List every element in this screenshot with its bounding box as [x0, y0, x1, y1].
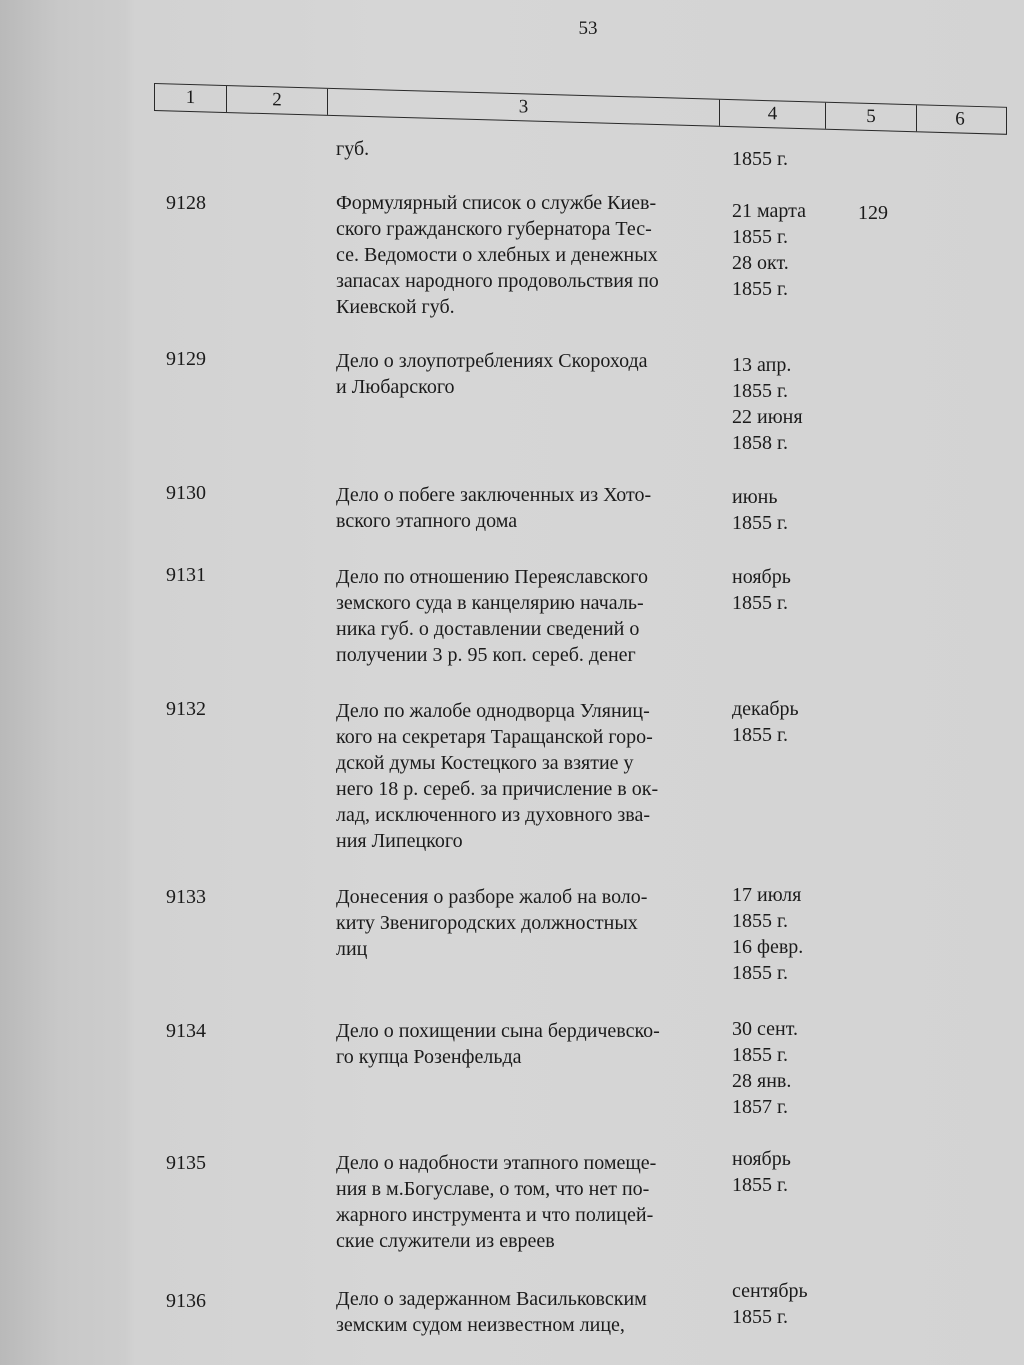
entry-dates: декабрь 1855 г.	[732, 698, 799, 746]
header-col-1: 1	[155, 84, 227, 112]
page-number: 53	[578, 18, 598, 39]
entry-number: 9135	[166, 1152, 206, 1174]
entry-description: Дело по отношению Переяславского земского суда в канцелярию началь- ника губ. о доставлении сведений о получении 3 р. 95 коп. сереб. денег	[336, 566, 648, 666]
entry-description: Формулярный список о службе Киев- ского гражданского губернатора Тес- се. Ведомости о хлебных и денежных запасах народного продовольствия по Киевской губ.	[336, 192, 659, 318]
entry-description: Дело о задержанном Васильковским земским судом неизвестном лице,	[336, 1288, 647, 1336]
header-col-6: 6	[955, 108, 965, 130]
entry-number: 9128	[166, 192, 206, 214]
entry-description: Дело о надобности этапного помеще- ния в м.Богуславе, о том, что нет по- жарного инструмента и что полицей- ские служители из евреев	[336, 1152, 657, 1252]
entry-description: Дело о похищении сына бердичевско- го купца Розенфельда	[336, 1020, 660, 1068]
entry-number: 9131	[166, 564, 206, 586]
entry-description: Донесения о разборе жалоб на воло- киту Звенигородских должностных лиц	[336, 886, 648, 960]
header-col-4: 4	[720, 100, 826, 129]
bleed-through-text	[0, 180, 5, 206]
entry-number: 9133	[166, 886, 206, 908]
entry-dates: июнь 1855 г.	[732, 486, 788, 534]
entry-description: губ.	[336, 138, 370, 160]
entry-description: Дело о злоупотреблениях Скорохода и Любарского	[336, 350, 648, 398]
entry-number: 9132	[166, 698, 206, 720]
entry-dates: 30 сент. 1855 г. 28 янв. 1857 г.	[732, 1018, 798, 1118]
entry-number: 9134	[166, 1020, 206, 1042]
entry-dates: 17 июля 1855 г. 16 февр. 1855 г.	[732, 884, 804, 984]
entry-description: Дело по жалобе однодворца Уляниц- кого на секретаря Таращанской горо- дской думы Костецкого за взятие у него 18 р. сереб. за причисление в ок- лад, исключенного из духовного зва- ния Липецкого	[336, 700, 659, 852]
entry-number: 9129	[166, 348, 206, 370]
column-header-table	[154, 83, 1007, 135]
entry-number: 9130	[166, 482, 206, 504]
header-col-2: 2	[227, 86, 328, 115]
entry-dates: ноябрь 1855 г.	[732, 1148, 791, 1196]
entry-dates: сентябрь 1855 г.	[732, 1280, 808, 1328]
header-col-3: 3	[328, 89, 720, 126]
header-col-5: 5	[826, 103, 917, 132]
entry-number: 9136	[166, 1290, 206, 1312]
entry-sheet-count: 129	[858, 202, 888, 224]
entry-dates: 21 марта 1855 г. 28 окт. 1855 г.	[732, 200, 806, 300]
entry-dates: 1855 г.	[732, 148, 788, 170]
entry-dates: 13 апр. 1855 г. 22 июня 1858 г.	[732, 354, 803, 454]
entry-description: Дело о побеге заключенных из Хото- вского этапного дома	[336, 484, 652, 532]
entry-dates: ноябрь 1855 г.	[732, 566, 791, 614]
